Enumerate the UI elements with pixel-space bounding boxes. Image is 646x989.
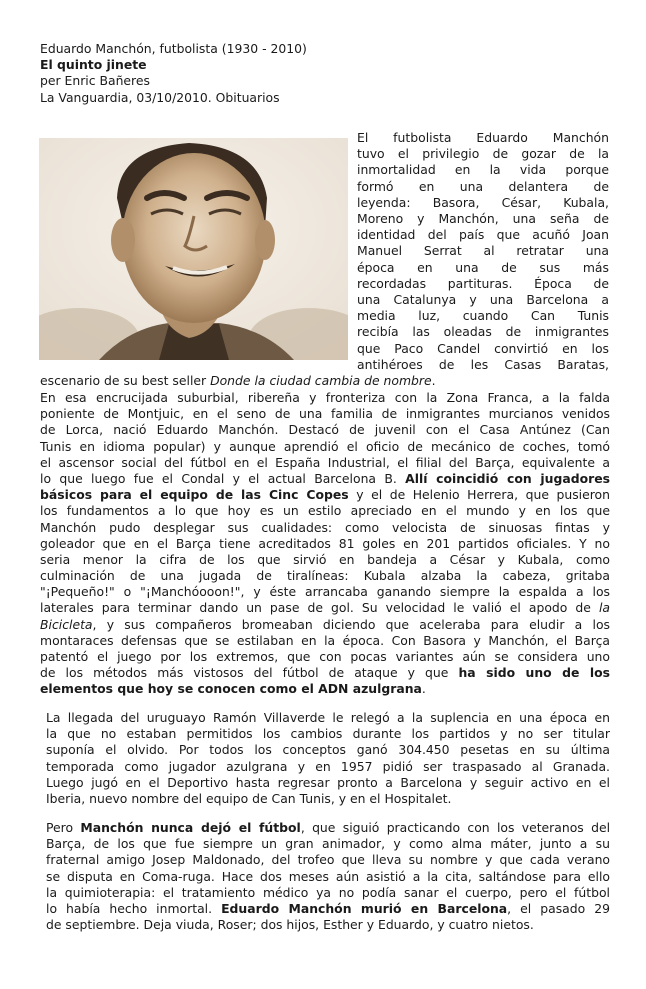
text-line: Barça, de los que fue siempre un gran animador, y como alma máter, junto a su <box>46 836 610 852</box>
text-line: seria menor la cifra de los que sirvió en bandeja a César y Kubala, como <box>40 551 610 567</box>
text-line: culminación de una jugada de tiralíneas: Kubala alzaba la cabeza, gritaba <box>40 568 610 584</box>
text-line <box>40 487 610 503</box>
text-line: En esa encrucijada suburbial, ribereña y fronteriza con la Zona Franca, a la falda <box>40 390 610 405</box>
bold-highlight: Allí coincidió con jugadores <box>405 470 610 486</box>
text-line: leyenda: Basora, César, Kubala, <box>357 194 609 210</box>
text-segment: escenario de su best seller <box>40 373 211 388</box>
bold-highlight: básicos para el equipo de las Cinc Copes <box>40 487 349 503</box>
text-line: identidad del país que acuñó Joan <box>357 227 609 243</box>
text-segment: , y sus compañeros bromeaban diciendo que aceleraba para eludir a los <box>92 616 610 632</box>
text-line: "¡Pequeño!" o "¡Manchóooon!", y éste arrancaba ganando siempre la espalda a los <box>40 584 610 600</box>
paragraph-4 <box>46 820 610 933</box>
text-line: El futbolista Eduardo Manchón <box>357 130 609 145</box>
text-line: se disputa en Coma-ruga. Hace dos meses aún asistió a la cita, saltándose para ello <box>46 868 610 884</box>
article-title: El quinto jinete <box>40 57 147 73</box>
text-line: suponía el olvido. Por todos los conceptos ganó 304.450 pesetas en su última <box>46 742 610 758</box>
text-line: media luz, cuando Can Tunis <box>357 308 609 324</box>
text-line <box>40 471 610 487</box>
portrait-photo <box>39 138 348 360</box>
text-segment: lo había hecho inmortal. <box>46 900 222 916</box>
text-line: época en una de sus más <box>357 259 609 275</box>
text-segment: . <box>431 373 436 388</box>
text-line: Iberia, nuevo nombre del equipo de Can Tunis, y en el Hospitalet. <box>46 790 452 806</box>
text-line: Moreno y Manchón, una seña de <box>357 211 609 227</box>
source-line: La Vanguardia, 03/10/2010. Obituarios <box>40 89 280 105</box>
text-line <box>40 681 610 697</box>
text-segment: , que siguió practicando con los veteranos del <box>300 820 611 835</box>
text-line: patentó el juego por los extremos, que con pocas variantes aún se considera uno <box>40 649 610 664</box>
book-title: Donde la ciudad cambia de nombre <box>210 373 432 388</box>
text-segment: de los métodos más vistosos del fútbol de ataque y que <box>40 665 459 681</box>
text-segment: . <box>421 681 426 697</box>
text-line: tuvo el privilegio de gozar de la <box>357 146 609 162</box>
text-segment: , el pasado 29 <box>507 900 610 916</box>
text-line: inmortalidad en la vida porque <box>357 162 609 178</box>
text-line: los fundamentos a lo que hoy es un estilo apreciado en el mundo y en los que <box>40 503 610 519</box>
text-line: la quimioterapia: el tratamiento médico ya no podía sanar el cuerpo, pero el fútbol <box>46 884 610 900</box>
text-line: fraternal amigo Josep Maldonado, del trofeo que lleva su nombre y que cada verano <box>46 852 610 868</box>
text-line <box>40 600 610 616</box>
text-line <box>40 617 610 633</box>
text-line: la que no estaban permitidos los cambios durante los partidos y no ser titular <box>46 726 610 742</box>
text-line: formó en una delantera de <box>357 178 609 194</box>
italic-segment: Bicicleta <box>40 616 93 632</box>
text-line: de Lorca, nació Eduardo Manchón. Destacó de juvenil con el Casa Antúnez (Can <box>40 422 610 438</box>
text-line <box>46 820 610 836</box>
text-line <box>40 665 610 681</box>
text-line: poniente de Montjuic, en el seno de una familia de inmigrantes murcianos venidos <box>40 406 610 422</box>
intro-last-line <box>40 373 610 389</box>
text-line: goleador que en el Barça tiene acreditados 81 goles en 201 partidos oficiales. Y no <box>40 535 610 551</box>
text-segment: laterales para terminar dando un pase de gol. Su velocidad le valió el apodo de <box>40 600 599 616</box>
byline: per Enric Bañeres <box>40 73 150 89</box>
intro-paragraph <box>357 130 609 373</box>
text-line: antihéroes de les Casas Baratas, <box>357 356 609 372</box>
bold-highlight: Eduardo Manchón murió en Barcelona <box>221 900 508 916</box>
text-line: Manchón pudo desplegar sus cualidades: como velocista de sinuosas fintas y <box>40 519 610 535</box>
text-line: Luego jugó en el Deportivo hasta regresar pronto a Barcelona y seguir activo en el <box>46 774 610 790</box>
italic-segment: la <box>598 600 610 616</box>
bold-highlight: elementos que hoy se conocen como el ADN azulgrana <box>40 681 422 697</box>
text-line: temporada como jugador azulgrana y en 1957 pidió ser traspasado al Granada. <box>46 758 610 774</box>
text-line <box>40 373 610 389</box>
text-line: que Paco Candel convirtió en los <box>357 340 609 356</box>
paragraph-3 <box>46 710 610 807</box>
text-line: recordadas partituras. Época de <box>357 275 609 291</box>
text-line <box>46 901 610 917</box>
bold-highlight: ha sido uno de los <box>458 665 610 681</box>
article-header <box>40 41 307 106</box>
text-line: La llegada del uruguayo Ramón Villaverde le relegó a la suplencia en una época en <box>46 710 610 725</box>
text-segment: lo que luego fue el Condal y el actual Barcelona B. <box>40 470 406 486</box>
text-line: el ascensor social del fútbol en el España Industrial, el filial del Barça, equivalente a <box>40 454 610 470</box>
bold-highlight: Manchón nunca dejó el fútbol <box>80 820 301 835</box>
paragraph-2 <box>40 390 610 698</box>
text-line: Tunis en idioma popular) y aunque aprendió el oficio de mecánico de coches, tomó <box>40 438 610 454</box>
text-line: Manuel Serrat al retratar una <box>357 243 609 259</box>
subject-line: Eduardo Manchón, futbolista (1930 - 2010) <box>40 41 307 56</box>
text-segment: y el de Helenio Herrera, que pusieron <box>348 487 610 503</box>
portrait-illustration <box>39 138 348 360</box>
text-line: de septiembre. Deja viuda, Roser; dos hijos, Esther y Eduardo, y cuatro nietos. <box>46 917 534 933</box>
text-line: montaraces defensas que se estilaban en la época. Con Basora y Manchón, el Barça <box>40 632 610 648</box>
text-line: recibía las oleadas de inmigrantes <box>357 324 609 340</box>
text-segment: Pero <box>46 820 81 835</box>
text-line: una Catalunya y una Barcelona a <box>357 292 609 308</box>
